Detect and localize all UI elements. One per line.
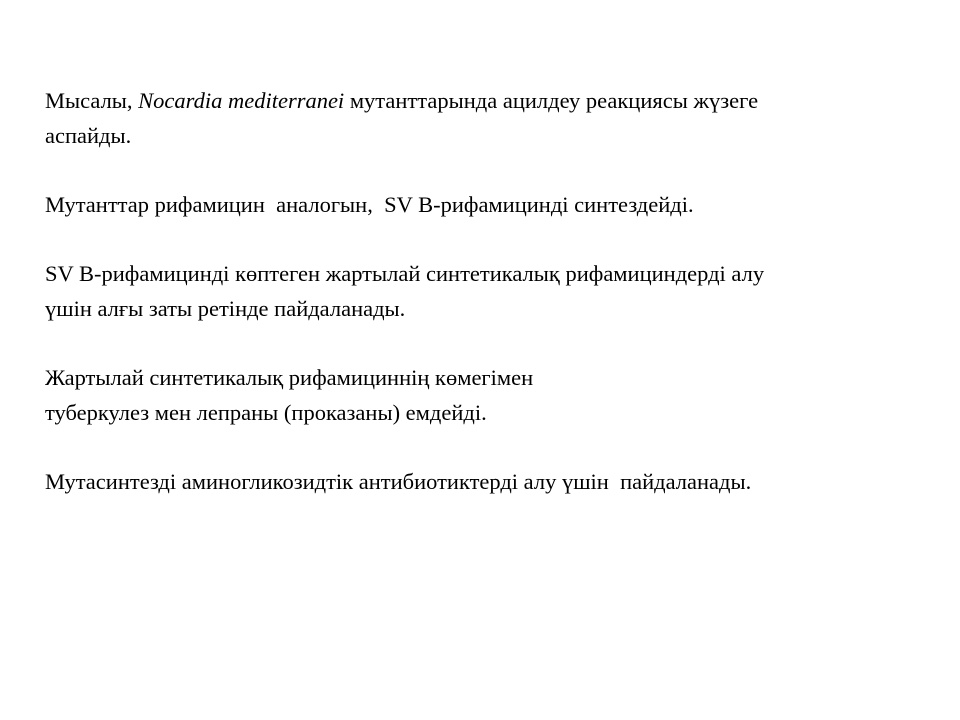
paragraph-mutants <box>45 187 925 222</box>
paragraph-line: Мутанттар рифамицин аналогын, SV B-рифамицинді синтездейді. <box>45 192 694 217</box>
paragraph-treatment <box>45 360 925 430</box>
text-prefix: Мысалы, <box>45 88 139 113</box>
paragraph-line: Жартылай синтетикалық рифамициннің көмегімен <box>45 365 534 390</box>
paragraph-line: SV B-рифамицинді көптеген жартылай синтетикалық рифамициндерді алу <box>45 261 765 286</box>
paragraph-line: туберкулез мен лепраны (проказаны) емдейді. <box>45 400 487 425</box>
paragraph-nocardia <box>45 83 925 153</box>
paragraph-line: Мутасинтезді аминогликозидтік антибиотиктерді алу үшін пайдаланады. <box>45 469 752 494</box>
paragraph-mutasynthesis <box>45 464 925 499</box>
text-suffix: мутанттарында ацилдеу реакциясы жүзеге <box>344 88 759 113</box>
paragraph-line: үшін алғы заты ретінде пайдаланады. <box>45 296 406 321</box>
paragraph-line <box>45 83 925 118</box>
slide-body <box>45 83 925 533</box>
paragraph-line: аспайды. <box>45 123 132 148</box>
species-name: Nocardia mediterranei <box>138 88 345 113</box>
paragraph-rifamycin-sv <box>45 256 925 326</box>
